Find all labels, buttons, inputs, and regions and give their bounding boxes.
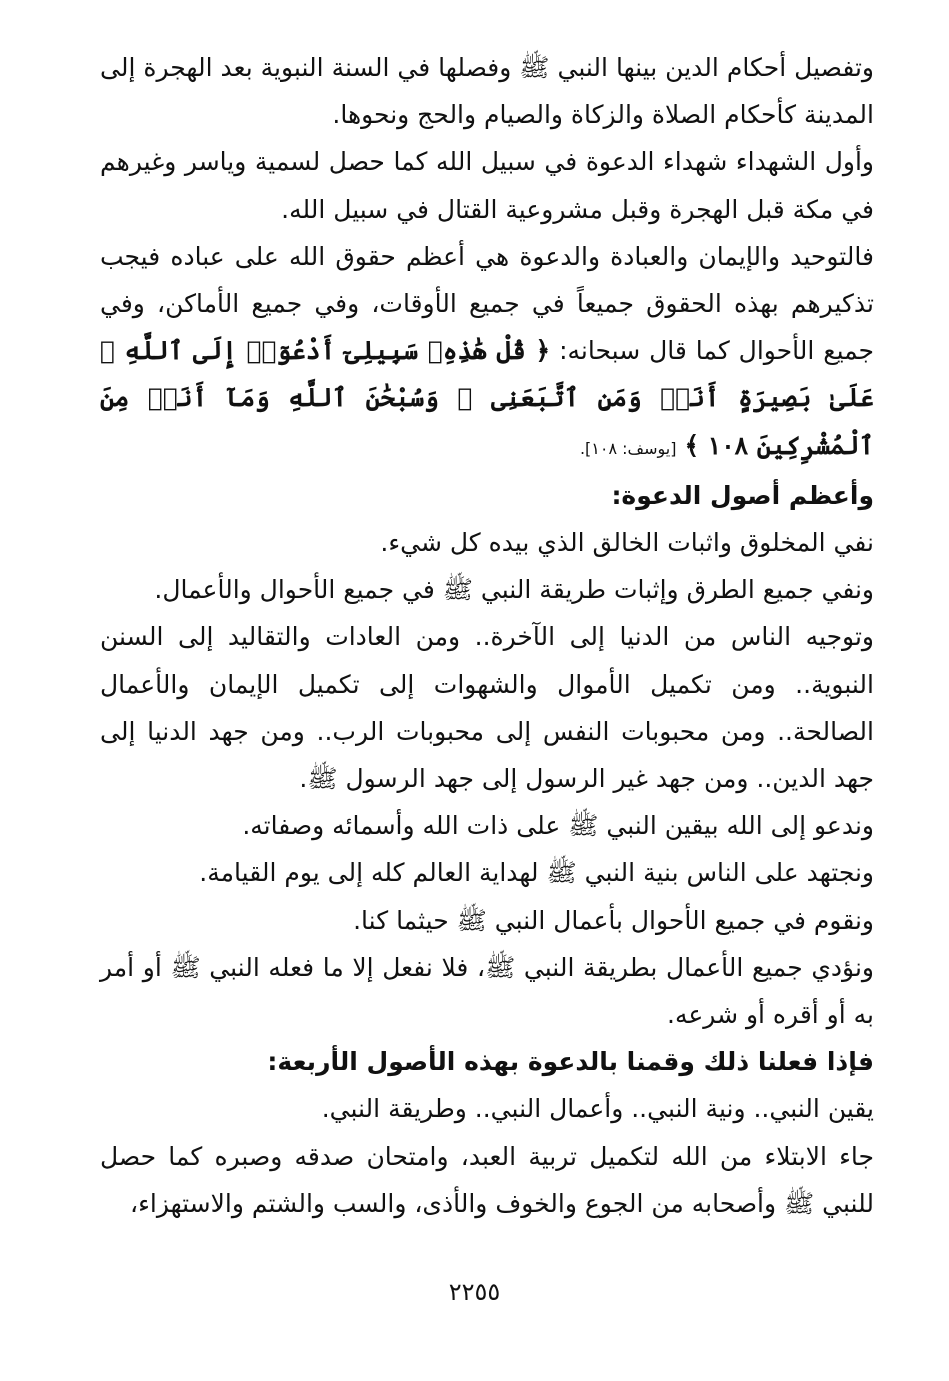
paragraph: يقين النبي.. ونية النبي.. وأعمال النبي.. وطريقة النبي. xyxy=(321,1094,874,1124)
paragraph: وتفصيل أحكام الدين بينها النبي ﷺ وفصلها في السنة النبوية بعد الهجرة إلى المدينة كأحكام الصلاة والزكاة والصيام والحج ونحوها. xyxy=(100,53,874,130)
paragraph: وندعو إلى الله بيقين النبي ﷺ على ذات الله وأسمائه وصفاته. xyxy=(242,811,874,841)
section-heading: فإذا فعلنا ذلك وقمنا بالدعوة بهذه الأصول الأربعة: xyxy=(267,1047,874,1077)
paragraph: ونجتهد على الناس بنية النبي ﷺ لهداية العالم كله إلى يوم القيامة. xyxy=(199,858,874,888)
paragraph: نفي المخلوق واثبات الخالق الذي بيده كل شيء. xyxy=(380,528,874,558)
paragraph: ونؤدي جميع الأعمال بطريقة النبي ﷺ، فلا نفعل إلا ما فعله النبي ﷺ أو أمر به أو أقره أو شرعه. xyxy=(100,952,874,1030)
paragraph: ونقوم في جميع الأحوال بأعمال النبي ﷺ حيثما كنا. xyxy=(353,905,874,935)
paragraph-with-verse xyxy=(100,233,874,472)
paragraph: وأول الشهداء شهداء الدعوة في سبيل الله كما حصل لسمية وياسر وغيرهم في مكة قبل الهجرة وقبل مشروعية القتال في سبيل الله. xyxy=(100,147,874,224)
paragraph: وتوجيه الناس من الدنيا إلى الآخرة.. ومن العادات والتقاليد إلى السنن النبوية.. ومن تكميل الأموال والشهوات إلى تكميل الإيمان والأعمال الصالحة.. ومن محبوبات النفس إلى محبوبات الرب.. ومن جهد الدنيا إلى جهد الدين.. ومن جهد غير الرسول إلى جهد الرسول ﷺ. xyxy=(100,622,874,794)
section-heading: وأعظم أصول الدعوة: xyxy=(611,480,874,510)
page-body xyxy=(100,44,874,1284)
paragraph: جاء الابتلاء من الله لتكميل تربية العبد، وامتحان صدقه وصبره كما حصل للنبي ﷺ وأصحابه من الجوع والخوف والأذى، والسب والشتم والاستهزاء، xyxy=(100,1141,874,1218)
verse-reference: [يوسف: ١٠٨]. xyxy=(579,438,677,458)
paragraph: ونفي جميع الطرق وإثبات طريقة النبي ﷺ في جميع الأحوال والأعمال. xyxy=(154,575,874,605)
page-number: ٢٢٥٥ xyxy=(448,1278,501,1306)
quran-verse: ﴿ قُلْ هَٰذِهِۦ سَبِيلِىٓ أَدْعُوٓا۟ إِلَى ٱللَّهِ ۚ عَلَىٰ بَصِيرَةٍ أَنَا۠ وَمَنِ ٱتَّبَعَنِى ۖ وَسُبْحَٰنَ ٱللَّهِ وَمَآ أَنَا۠ مِنَ ٱلْمُشْرِكِينَ ١٠٨ ﴾ xyxy=(100,336,874,460)
paragraph-text: فالتوحيد والإيمان والعبادة والدعوة هي أعظم حقوق الله على عباده فيجب تذكيرهم بهذه الحقوق جميعاً في جميع الأوقات، وفي جميع الأماكن، وفي جميع الأحوال كما قال سبحانه: xyxy=(100,241,875,366)
